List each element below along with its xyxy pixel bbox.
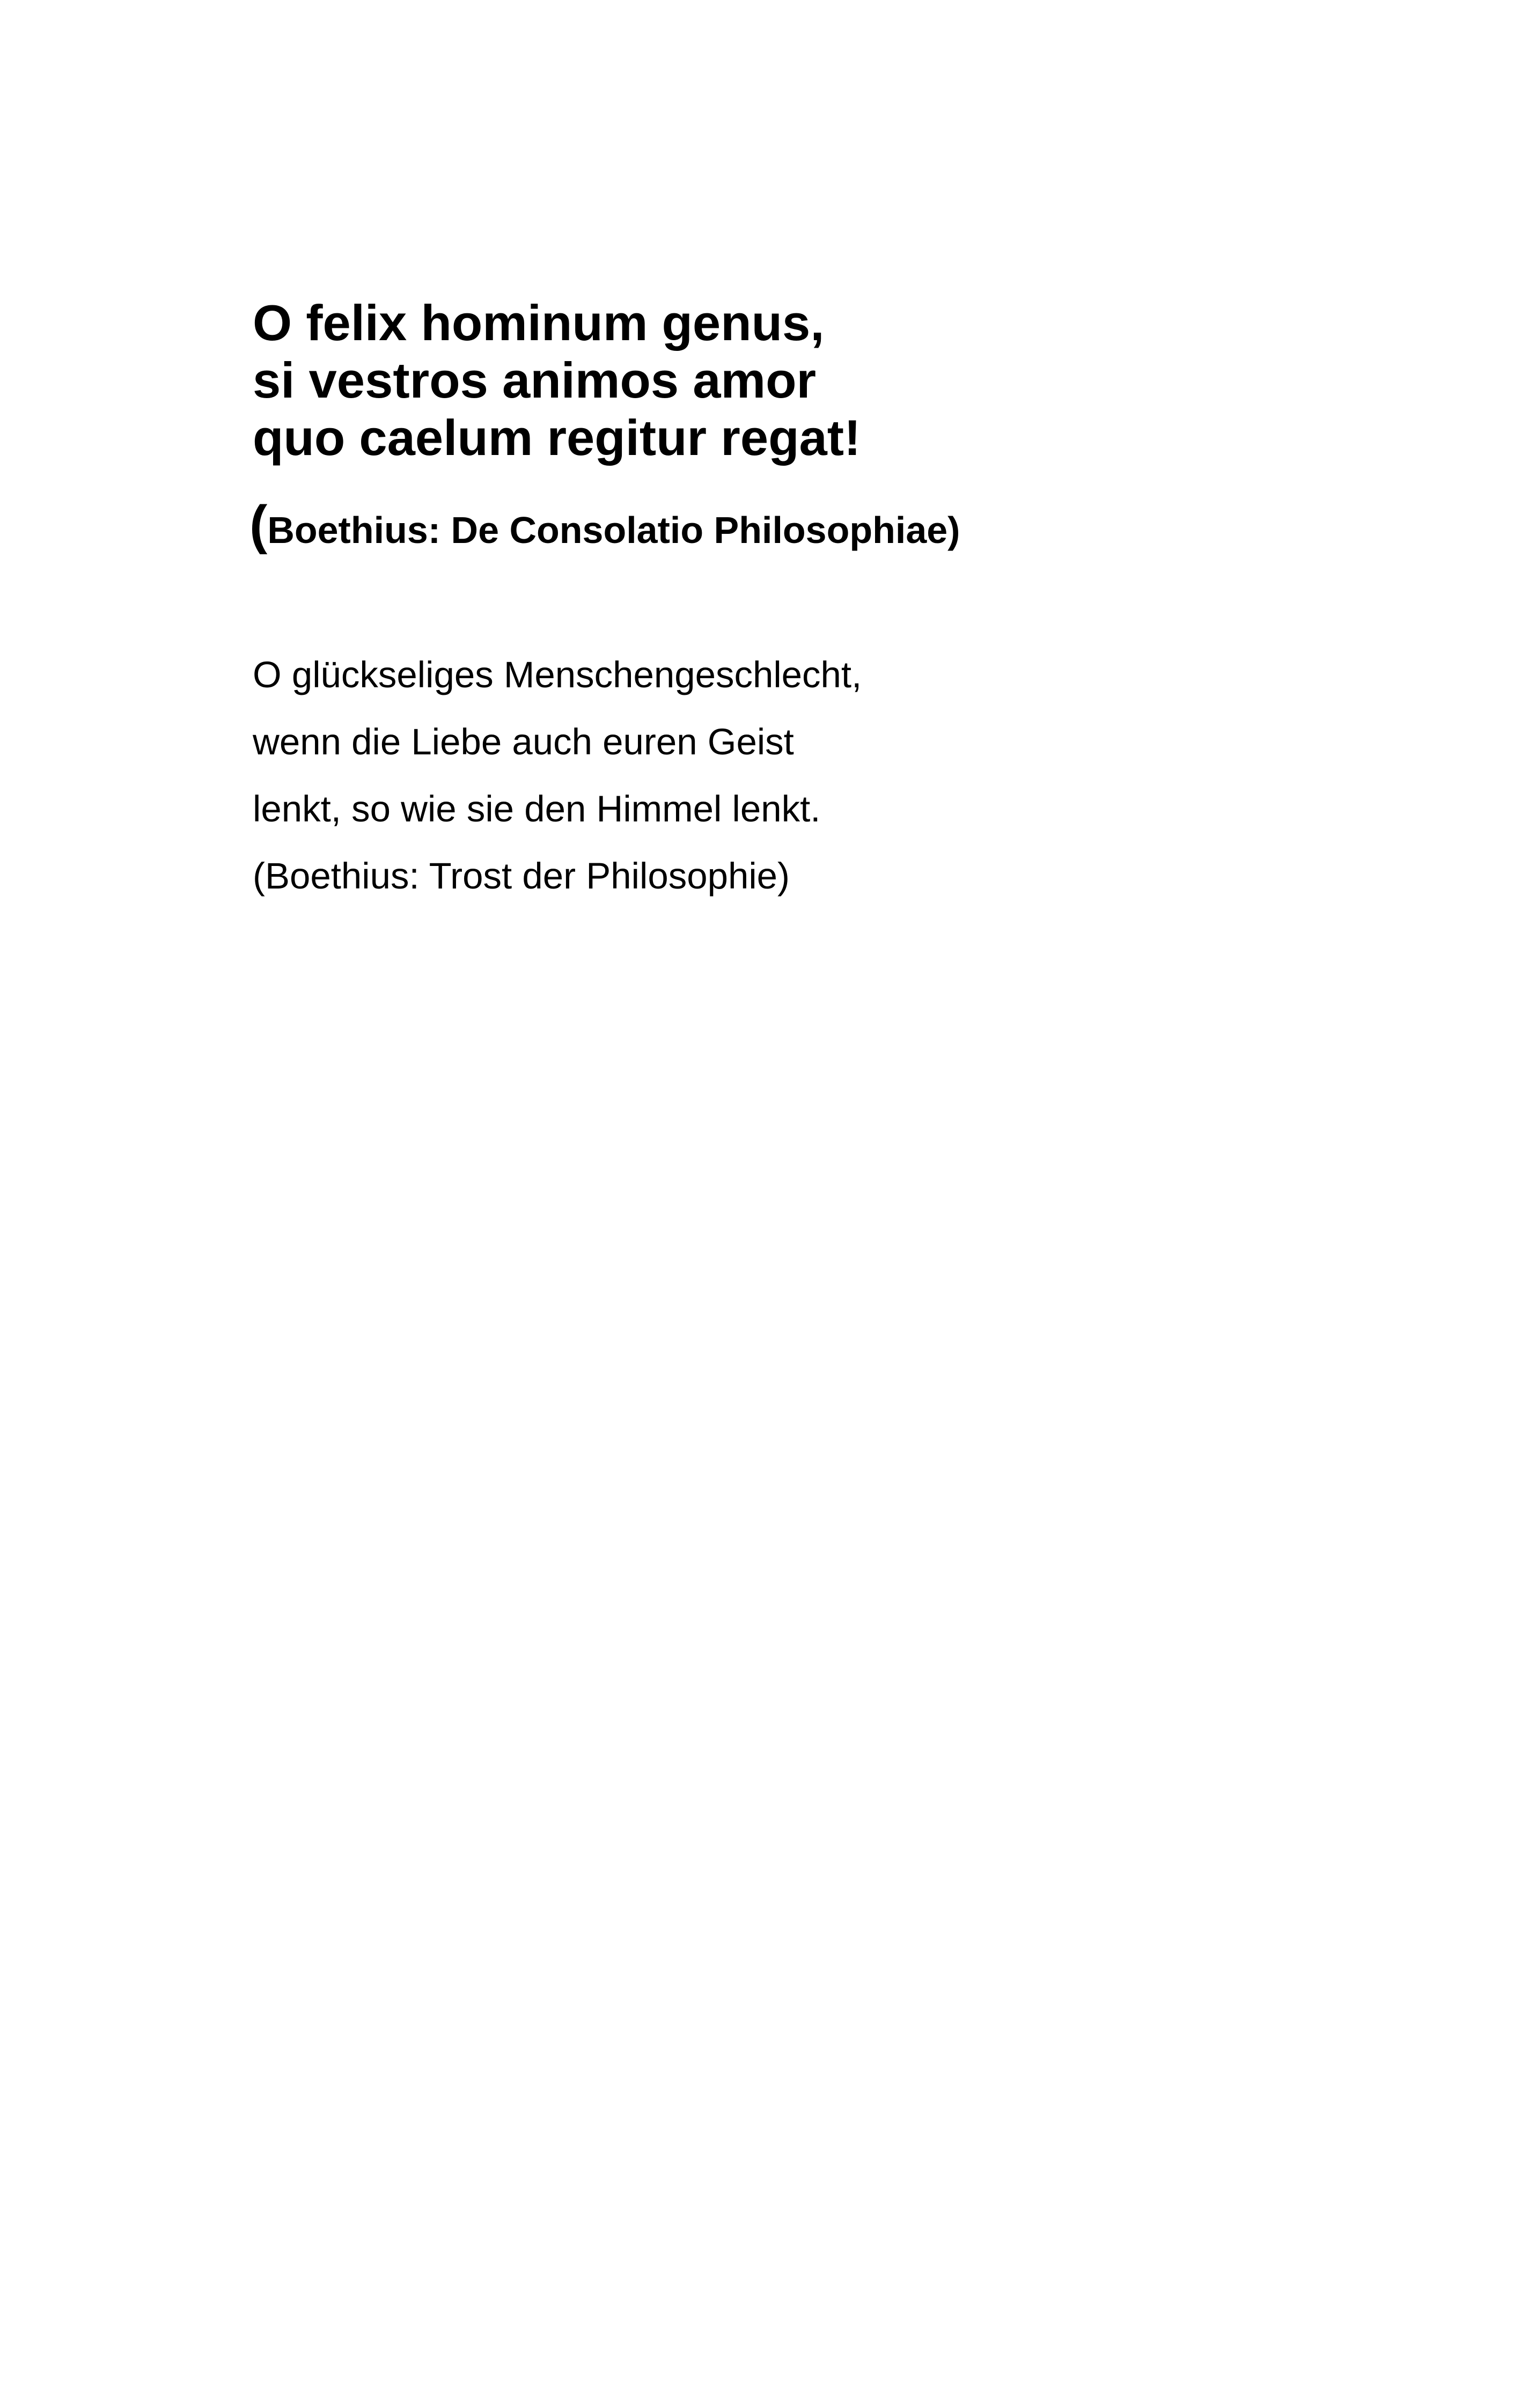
german-translation-line-3: lenkt, so wie sie den Himmel lenkt. [253,788,821,829]
latin-source-open-paren: ( [249,495,268,555]
german-translation [253,641,1272,909]
latin-quote [253,294,1272,466]
german-translation-line-2: wenn die Liebe auch euren Geist [253,721,794,762]
latin-quote-line-3: quo caelum regitur regat! [253,409,861,466]
latin-quote-source [249,493,960,573]
latin-quote-line-2: si vestros animos amor [253,352,817,408]
latin-quote-line-1: O felix hominum genus, [253,295,825,351]
german-translation-line-1: O glückseliges Menschengeschlecht, [253,654,862,695]
latin-source-text: Boethius: De Consolatio Philosophiae) [267,509,960,551]
german-translation-source: (Boethius: Trost der Philosophie) [253,855,790,897]
